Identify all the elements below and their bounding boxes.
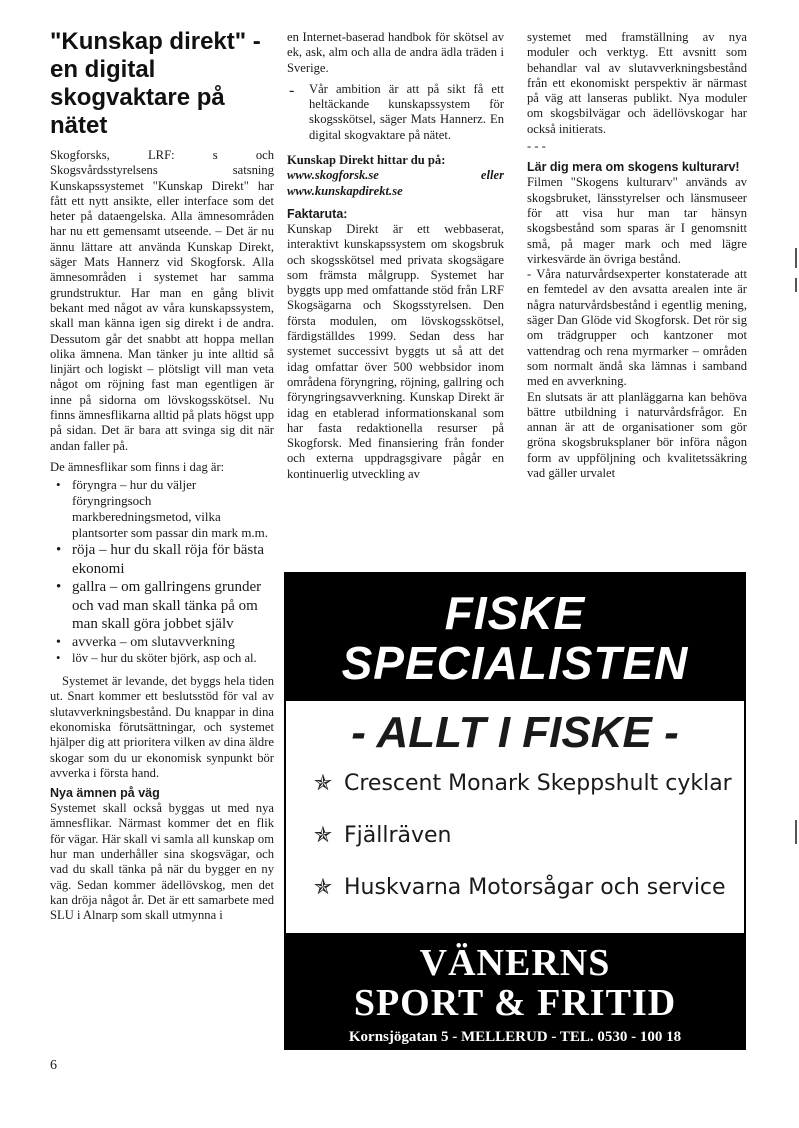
- paragraph-continued-3: systemet med framställning av nya moduler och verktyg. Ett avsnitt som behandlar val av slutavverkningsbestånd från ett ekonomiskt perspektiv är närmast på väg att lanseras publikt. Nya moduler om skogsbilvägar och ädellövskogar har också initierats.: [527, 30, 747, 136]
- star-icon: ✯: [313, 823, 333, 848]
- bullet-icon: •: [56, 542, 62, 559]
- paragraph-slutsats: En slutsats är att planläggarna kan behöva bättre utbildning i naturvårdsfrågor. En annan är att de organisationer som gör gröna skogsbruksplaner bör införa någon form av uppföljning och kvalitetssäkring vad gäller urvalet: [527, 389, 747, 481]
- brand-line: ✯ Fjällräven: [310, 823, 452, 848]
- fakta-heading: Faktaruta:: [287, 206, 348, 221]
- ad-footer: [286, 933, 744, 1048]
- list-item: • löv – hur du sköter björk, asp och al.: [56, 650, 257, 665]
- column-3: [527, 30, 747, 481]
- quote-text: Vår ambition är att på sikt få ett heltäckande kunskapssystem för skogsskötsel, säger Mats Hannerz. En digital skogvaktare på nätet.: [309, 81, 504, 142]
- brand-line: ✯ Huskvarna Motorsågar och service: [310, 875, 726, 900]
- ad-title: FISKE SPECIALISTEN: [341, 587, 689, 689]
- edge-mark: [795, 278, 797, 292]
- paragraph-continued: en Internet-baserad handbok för skötsel av ek, ask, alm och alla de andra ädla träden i Sverige.: [287, 30, 504, 75]
- fakta-text: Kunskap Direkt är ett webbaserat, interaktivt kunskapssystem om skogsbruk och skogsskötsel med privata skogsägare som främsta målgrupp. Systemet har byggts upp med omfattande stöd från LRF Skogsägarna och Skogsstyrelsen. Den första modulen, om lövskogsskötsel, färdigställdes 1999. Sedan dess har systemet successivt byggts ut så att det idag omfattar över 500 webbsidor inom områdena föryngring, röjning, gallring och föryngringsavverkning. Kunskap Direkt är idag en etablerad informationskanal som har fasta redaktionella resurser på Skogforsk. Med finansiering från fonder och externa uppdragsgivare pågår en kontinuerlig utveckling av: [287, 221, 504, 481]
- paragraph-film: Filmen "Skogens kulturarv" används av skogsbruket, länsstyrelser och länsmuseer för att visa hur man tar hänsyn skogsbestånd som sparas är I genomsnitt små, på mager mark och med lägre virkesvärde än övriga bestånd.: [527, 175, 747, 266]
- column-2: [287, 30, 504, 482]
- paragraph-systemet: Systemet är levande, det byggs hela tiden ut. Snart kommer ett beslutsstöd för val av slutavverkningsbestånd. Du knappar in dina ekonomiska förutsättningar, och systemet hjälper dig att prioritera vilken av dina äldre skogar som du ur ekonomisk synpunkt bör avverka i första hand.: [50, 674, 274, 780]
- star-icon: ✯: [313, 771, 333, 796]
- paragraph-nya-amnen: Systemet skall också byggas ut med nya ämnesflikar. Närmast kommer det en flik för vägar. Här skall vi samla all kunskap om hur man underhåller sina skogsvägar, och vad du skall tänka på när du bygger en ny väg. Sedan kommer ädellövskog, men det kan dröja något år. Det är ett samarbete med SLU i Alnarp som skall utmynna i: [50, 801, 274, 923]
- intro-paragraph: Skogforsks, LRF: s och Skogsvårdsstyrelsens satsning Kunskapssystemet "Kunskap Direkt" har fått ett nytt ansikte, eller interface som det heter på dataengelska. Alla ämnesområden har nu ett gemensamt utseende. – Det är nu ännu lättare att använda Kunskap Direkt, säger Mats Hannerz vid Skogforsk. Alla ämnesområden i systemet har samma grundstruktur. Har man en gång blivit bekant med något av våra kunskapssystem, skall man känna igen sig direkt i de andra. Dessutom går det snabbt att hoppa mellan olika ämnena. Man tänker ju inte alltid så linjärt och logiskt – plötsligt vill man veta något om röjning fast man egentligen är inne på sidorna om lövskogsskötsel. Nu finns ämnesflikarna alltid på plats högst upp på sidan. Det är bara att svinga sig dit när andan faller på.: [50, 148, 274, 453]
- page-number: 6: [50, 1058, 57, 1073]
- store-name: VÄNERNS SPORT & FRITID: [353, 942, 677, 1024]
- paragraph-quote-glode: - Våra naturvårdsexperter konstaterade att en femtedel av den avsatta arealen inte är några naturvårdsbestånd i egentlig mening, säger Dan Glöde vid Skogforsk. Det rör sig om trädgrupper och kantzoner mot vattendrag och rena myrmarker – områden som normalt ändå ska lämnas i samband med en avverkning.: [527, 267, 747, 389]
- article-headline: "Kunskap direkt" - en digital skogvaktare på nätet: [50, 28, 261, 139]
- brand-line: ✯ Crescent Monark Skeppshult cyklar: [310, 771, 732, 796]
- edge-mark: [795, 820, 797, 844]
- dash-icon: -: [289, 81, 295, 99]
- bullet-icon: •: [56, 477, 61, 493]
- edge-mark: [795, 248, 797, 268]
- quote-item: [287, 82, 504, 143]
- column-1: [50, 28, 274, 923]
- advertisement: [284, 572, 746, 1050]
- list-item: • föryngra – hur du väljer föryngringsoch markberedningsmetod, vilka plantsorter som passar din mark m.m.: [56, 477, 269, 541]
- list-item: • gallra – om gallringens grunder och vad man skall tänka på om man skall göra jobbet själv: [56, 579, 262, 633]
- topic-list: [50, 477, 274, 666]
- store-address: Kornsjögatan 5 - MELLERUD - TEL. 0530 - 100 18: [348, 1029, 682, 1045]
- star-icon: ✯: [313, 875, 333, 900]
- ad-body: [286, 701, 744, 933]
- bullet-icon: •: [56, 634, 61, 650]
- ad-header: [286, 574, 744, 701]
- subheading-nya-amnen: Nya ämnen på väg: [50, 786, 160, 801]
- list-heading: De ämnesflikar som finns i dag är:: [50, 459, 225, 474]
- section-separator: - - -: [527, 139, 546, 154]
- list-item: • röja – hur du skall röja för bästa ekonomi: [56, 542, 265, 577]
- ad-slogan: - ALLT I FISKE -: [351, 708, 679, 757]
- find-heading: Kunskap Direkt hittar du på:: [287, 153, 446, 168]
- bullet-icon: •: [56, 650, 61, 665]
- bullet-icon: •: [56, 579, 62, 596]
- list-item: • avverka – om slutavverkning: [56, 634, 235, 650]
- subheading-kulturarv: Lär dig mera om skogens kulturarv!: [527, 160, 740, 175]
- find-links: www.skogforsk.se eller www.kunskapdirekt.se: [287, 168, 504, 198]
